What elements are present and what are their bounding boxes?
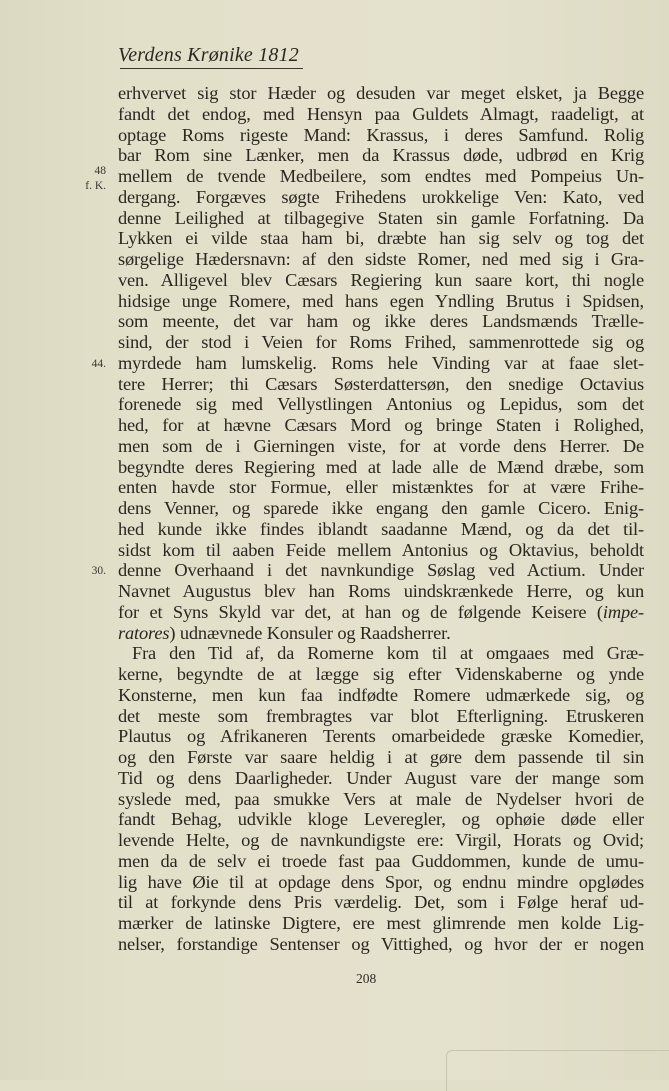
text-line: denne Leilighed at tilbagegive Staten sin gamle Forfatning. Da	[118, 207, 644, 228]
text-line: hidsige unge Romere, med hans egen Yndling Brutus i Spidsen,	[118, 290, 644, 311]
text-line: Navnet Augustus blev han Roms uindskrænkede Herre, og kun	[118, 581, 644, 601]
body-text	[118, 83, 644, 955]
text-line: ratores) udnævnede Konsuler og Raadsherrer.	[118, 622, 451, 643]
margin-note-year: 44.	[91, 358, 106, 370]
text-line: ven. Alligevel blev Cæsars Regiering kun saare kort, thi nogle	[118, 269, 644, 290]
text-line: Konsterne, men kun faa indfødte Romere udmærkede sig, og	[118, 684, 644, 705]
text-line: nelser, forstandige Sentenser og Vittighed, og hvor der er nogen	[118, 933, 644, 954]
text-line: tere Herrer; thi Cæsars Søsterdattersøn, den snedige Octavius	[118, 373, 644, 394]
running-head: Verdens Krønike 1812	[118, 44, 300, 66]
text-line: som meente, det var ham og ikke deres Landsmænds Trælle-	[118, 311, 644, 332]
page-number: 208	[356, 971, 377, 986]
text-line: sidst kom til aaben Feide mellem Antonius og Oktavius, beholdt	[118, 539, 644, 560]
page-edge-fold	[446, 1050, 669, 1091]
text-line: fandt det endog, med Hensyn paa Guldets Almagt, raadeligt, at	[118, 103, 644, 124]
margin-note-before-christ: f. K.	[85, 180, 106, 192]
text-line: denne Overhaand i det navnkundige Søslag ved Actium. Under	[118, 560, 644, 581]
text-line: fandt Behag, udvikle kloge Leveregler, og ophøie døde eller	[118, 809, 644, 830]
header-rule	[120, 68, 303, 69]
text-line: lig have Øie til at opdage dens Spor, og endnu mindre opglødes	[118, 871, 644, 892]
text-line: Fra den Tid af, da Romerne kom til at omgaaes med Græ-	[132, 643, 644, 664]
text-line: det meste som frembragtes var blot Efterligning. Etruskeren	[118, 705, 644, 726]
text-line: syslede med, paa smukke Vers at male de Nydelser hvori de	[118, 788, 644, 809]
text-line: Tid og dens Daarligheder. Under August vare der mange som	[118, 767, 644, 788]
text-line: Plautus og Afrikaneren Terents omarbeidede græske Komedier,	[118, 726, 644, 747]
italic-term: impe-	[602, 601, 644, 622]
text-line: begyndte deres Regiering med at lade alle de Mænd dræbe, som	[118, 456, 644, 477]
text-line: sørgelige Hædersnavn: af den sidste Romer, ned med sig i Gra-	[118, 249, 644, 269]
text-line: dergang. Forgæves søgte Frihedens urokkelige Ven: Kato, ved	[118, 186, 644, 207]
text-line: men da de selv ei troede fast paa Guddommen, kunde de umu-	[118, 850, 644, 871]
text-line: dens Venner, og sparede ikke engang den gamle Cicero. Enig-	[118, 498, 644, 518]
text-line: levende Helte, og de navnkundigste ere: Virgil, Horats og Ovid;	[118, 830, 644, 850]
text-line: for et Syns Skyld var det, at han og de følgende Keisere (impe-	[118, 601, 644, 622]
text-line: optage Roms rigeste Mand: Krassus, i deres Samfund. Rolig	[118, 124, 644, 145]
text-line: til at forkynde dens Pris værdelig. Det, som i Følge heraf ud-	[118, 892, 644, 913]
text-line: mellem de tvende Medbeilere, som endtes med Pompeius Un-	[118, 166, 644, 186]
text-line: mærker de latinske Digtere, ere mest glimrende men kolde Lig-	[118, 913, 644, 933]
text-line: Lykken ei vilde staa ham bi, dræbte han sig selv og tog det	[118, 228, 644, 249]
text-line: sind, der stod i Veien for Roms Frihed, sammenrottede sig og	[118, 332, 644, 352]
margin-note-year: 30.	[91, 565, 106, 577]
text-line: bar Rom sine Lænker, men da Krassus døde, udbrød en Krig	[118, 145, 644, 166]
text-line: myrdede ham lumskelig. Roms hele Vinding var at faae slet-	[118, 352, 644, 373]
text-line: men som de i Gierningen viste, for at vorde dens Herrer. De	[118, 435, 644, 456]
text-line: og den Første var saare heldig i at gøre dem passende til sin	[118, 747, 644, 767]
text-line: erhvervet sig stor Hæder og desuden var meget elsket, ja Begge	[118, 83, 644, 103]
text-line: hed, for at hævne Cæsars Mord og bringe Staten i Rolighed,	[118, 415, 644, 435]
text-line: forenede sig med Vellystlingen Antonius og Lepidus, som det	[118, 394, 644, 415]
margin-note-year: 48	[94, 165, 106, 177]
text-line: hed kunde ikke findes iblandt saadanne Mænd, og da det til-	[118, 518, 644, 539]
italic-term: ratores	[118, 622, 170, 643]
text-line: kerne, begyndte de at lægge sig efter Videnskaberne og ynde	[118, 664, 644, 684]
text-line: enten havde stor Formue, eller mistænktes for at være Frihe-	[118, 477, 644, 498]
